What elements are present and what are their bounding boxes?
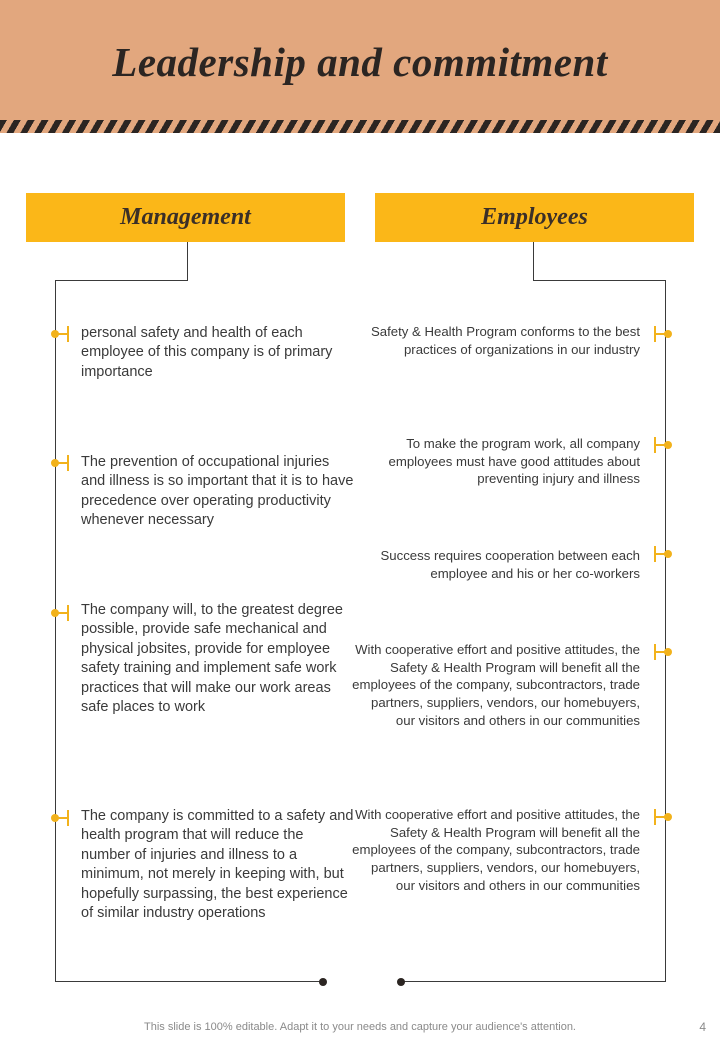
employees-heading: Employees: [375, 193, 694, 242]
bullet-marker-icon: [51, 455, 71, 471]
employees-item-5: With cooperative effort and positive attitudes, the Safety & Health Program will benefit all the employees of the company, subcontractors, trade partners, suppliers, vendors, our homebuyers, our visitors and others in our communities: [352, 807, 640, 893]
bullet-marker-icon: [652, 437, 672, 453]
right-frame-side: [665, 280, 666, 982]
footer-note: This slide is 100% editable. Adapt it to your needs and capture your audience's attention.: [144, 1021, 576, 1033]
management-heading: Management: [26, 193, 345, 242]
management-item-1: personal safety and health of each employee of this company is of primary importance: [81, 325, 333, 380]
left-frame-end-dot: [319, 978, 327, 986]
employees-item-2: To make the program work, all company employees must have good attitudes about preventing injury and illness: [388, 436, 640, 487]
bullet-marker-icon: [652, 326, 672, 342]
bullet-marker-icon: [51, 326, 71, 342]
left-connector-vertical: [187, 242, 188, 281]
employees-item-3: Success requires cooperation between each employee and his or her co-workers: [380, 548, 640, 581]
management-item-2: The prevention of occupational injuries and illness is so important that it is to have precedence over operating productivity whenever necessary: [81, 454, 354, 529]
management-item-3: The company will, to the greatest degree possible, provide safe mechanical and physical jobsites, provide for employee safety training and implement safe work practices that will make our work areas safe places to work: [81, 602, 343, 716]
employees-item-1: Safety & Health Program conforms to the best practices of organizations in our industry: [370, 324, 640, 357]
left-frame-bottom: [55, 981, 323, 982]
left-frame-side: [55, 280, 56, 982]
right-frame-end-dot: [397, 978, 405, 986]
bullet-marker-icon: [652, 546, 672, 562]
hazard-stripe: [0, 120, 720, 133]
management-item-4: The company is committed to a safety and health program that will reduce the number of injuries and illness to a minimum, not merely in keeping with, but hopefully surpassing, the best experience of similar industry operations: [81, 808, 354, 922]
page-number: 4: [699, 1020, 706, 1034]
right-frame-top: [533, 280, 666, 281]
right-connector-vertical: [533, 242, 534, 281]
bullet-marker-icon: [51, 810, 71, 826]
bullet-marker-icon: [652, 644, 672, 660]
bullet-marker-icon: [51, 605, 71, 621]
left-frame-top: [55, 280, 188, 281]
page-title: Leadership and commitment: [112, 39, 608, 85]
employees-item-4: With cooperative effort and positive attitudes, the Safety & Health Program will benefit all the employees of the company, subcontractors, trade partners, suppliers, vendors, our homebuyers, our visitors and others in our communities: [352, 642, 640, 728]
right-frame-bottom: [400, 981, 666, 982]
bullet-marker-icon: [652, 809, 672, 825]
